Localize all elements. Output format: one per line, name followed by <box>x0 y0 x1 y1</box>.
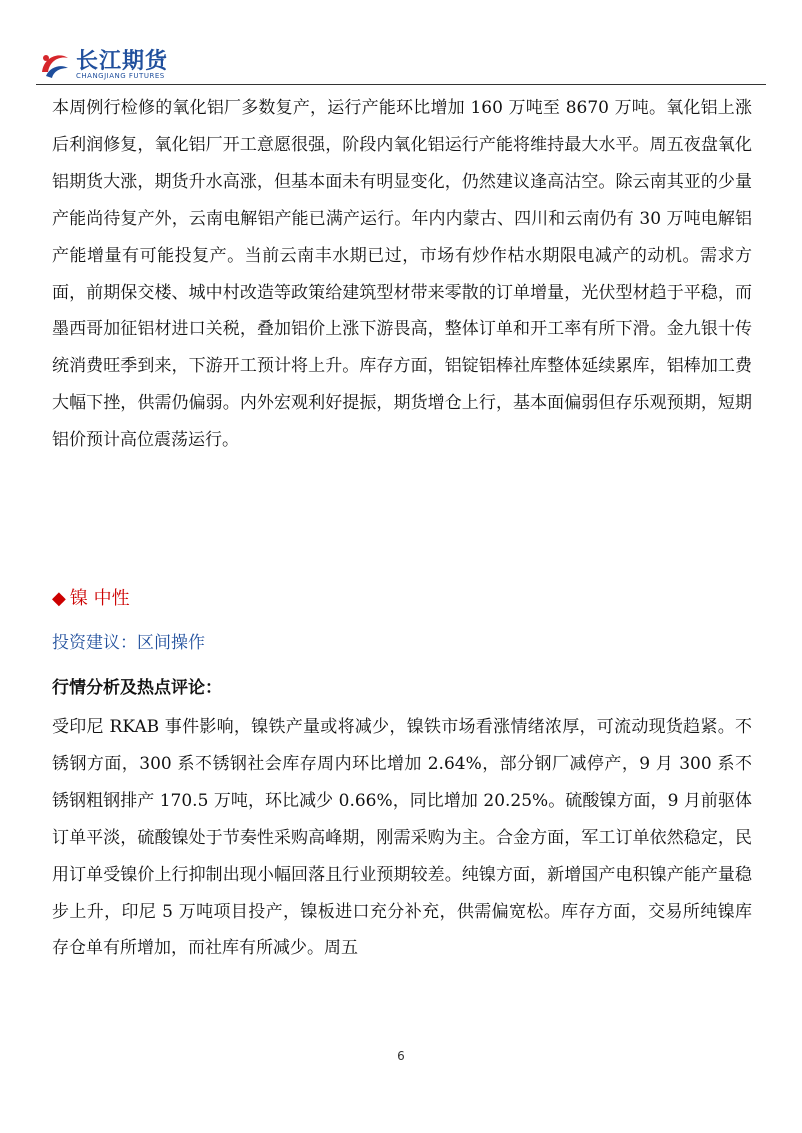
investment-advice: 投资建议：区间操作 <box>52 633 205 653</box>
section-title-text: 镍 中性 <box>69 588 130 609</box>
nickel-analysis-paragraph: 受印尼 RKAB 事件影响，镍铁产量或将减少，镍铁市场看涨情绪浓厚，可流动现货趋紧。不锈钢方面，300 系不锈钢社会库存周内环比增加 2.64%，部分钢厂减停产，9 月 300 系不锈钢粗钢排产 170.5 万吨，环比减少 0.66%，同比增加 20.25%。硫酸镍方面，9 月前驱体订单平淡，硫酸镍处于节奏性采购高峰期，刚需采购为主。合金方面，军工订单依然稳定，民用订单受镍价上行抑制出现小幅回落且行业预期较差。纯镍方面，新增国产电积镍产能产量稳步上升，印尼 5 万吨项目投产，镍板进口充分补充，供需偏宽松。库存方面，交易所纯镍库存仓单有所增加，而社库有所减少。周五 <box>52 717 752 959</box>
aluminum-analysis-paragraph: 本周例行检修的氧化铝厂多数复产，运行产能环比增加 160 万吨至 8670 万吨。氧化铝上涨后利润修复，氧化铝厂开工意愿很强，阶段内氧化铝运行产能将维持最大水平。周五夜盘氧化铝期货大涨，期货升水高涨，但基本面未有明显变化，仍然建议逢高沽空。除云南其亚的少量产能尚待复产外，云南电解铝产能已满产运行。年内内蒙古、四川和云南仍有 30 万吨电解铝产能增量有可能投复产。当前云南丰水期已过，市场有炒作枯水期限电减产的动机。需求方面，前期保交楼、城中村改造等政策给建筑型材带来零散的订单增量，光伏型材趋于平稳，而墨西哥加征铝材进口关税，叠加铝价上涨下游畏高，整体订单和开工率有所下滑。金九银十传统消费旺季到来，下游开工预计将上升。库存方面，铝锭铝棒社库整体延续累库，铝棒加工费大幅下挫，供需仍偏弱。内外宏观利好提振，期货增仓上行，基本面偏弱但存乐观预期，短期铝价预计高位震荡运行。 <box>52 98 752 451</box>
header-divider <box>36 84 766 85</box>
page-header <box>36 40 766 90</box>
logo-english-name: CHANGJIANG FUTURES <box>76 72 165 80</box>
nickel-section-title <box>52 584 130 610</box>
page-number: 6 <box>397 1049 405 1063</box>
analysis-heading: 行情分析及热点评论： <box>52 678 222 698</box>
changjiang-logo-icon <box>36 46 72 82</box>
diamond-bullet-icon: ◆ <box>52 588 66 609</box>
logo-chinese-name: 长江期货 <box>76 49 169 74</box>
